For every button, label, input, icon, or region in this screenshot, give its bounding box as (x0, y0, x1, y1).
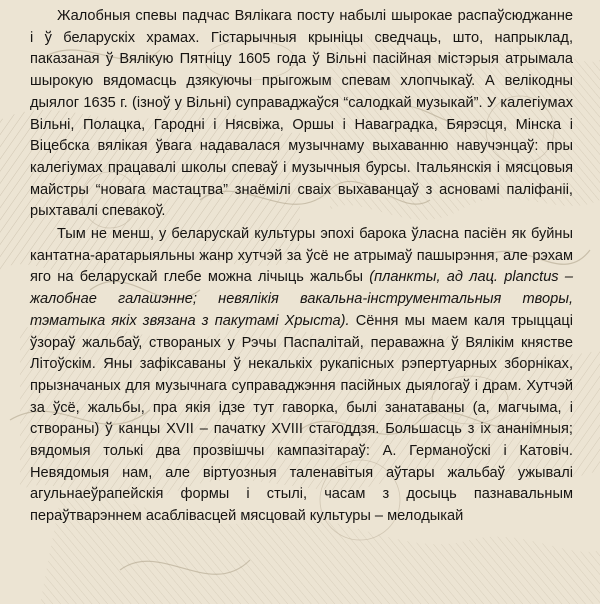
paragraph-2 (30, 224, 573, 528)
paragraph-1-text: Жалобныя спевы падчас Вялікага посту набылі шырокае распаўсюджанне і ў беларускіх храмах. Гістарычныя крыніцы сведчаць, што, напрыклад, паказаная ў Вялікую Пятніцу 1605 года ў Вільні пасійная містэрыя атрымала шырокую вядомасць дзякуючы прыгожым спевам хлопчыкаў. А велікодны дыялог 1635 г. (ізноў у Вільні) суправаджаўся “салодкай музыкай”. У калегіумах Вільні, Полацка, Гародні і Нясвіжа, Оршы і Наваградка, Бярэсця, Мінска і Віцебска вялікая ўвага надавалася музычнаму выхаванню навучэнцаў: пры калегіумах працавалі школы спеваў і музычныя бурсы. Італьянскія і мясцовыя майстры “новага мастацтва” знаёмілі сваіх выхаванцаў з асновамі паліфаніі, рыхтавалі спевакоў. (30, 8, 573, 220)
document-page (30, 6, 573, 528)
paragraph-2-italic-note: (планкты, ад лац. planctus – жалобнае галашэнне; невялікія вакальна-інструментальныя творы, тэматыка якіх звязана з пакутамі Хрыста). (30, 269, 573, 329)
paragraph-1 (30, 6, 573, 223)
paragraph-2-text-before: Тым не менш, у беларускай культуры эпохі барока ўласна пасіён як буйны кантатна-аратарыяльны жанр хутчэй за ўсё не атрымаў пашырэння, але рэхам яго на беларускай глебе можна лічыць жальбы (30, 226, 573, 286)
paragraph-2-text-after: Сёння мы маем каля трыццаці ўзораў жальбаў, створаных у Рэчы Паспалітай, пераважна ў Вялікім княстве Літоўскім. Яны зафіксаваны ў некалькіх рукапісных рэпертуарных зборніках, прызначаных для музычнага суправаджэння пасійных дыялогаў і драм. Хутчэй за ўсё, жальбы, пра якія ідзе тут гаворка, былі занатаваны (а, магчыма, і створаны) ў канцы XVII – пачатку XVIII стагоддзя. Большасць з іх ананімныя; вядомыя толькі два прозвішчы кампазітараў: А. Германоўскі і Катовіч. Невядомыя нам, але віртуозныя таленавітыя аўтары жальбаў ужывалі агульнаеўрапейскія формы і стылі, часам з досыць пазнавальным пераўтварэннем асаблівасцей мясцовай культуры – мелодыкай (30, 312, 573, 525)
